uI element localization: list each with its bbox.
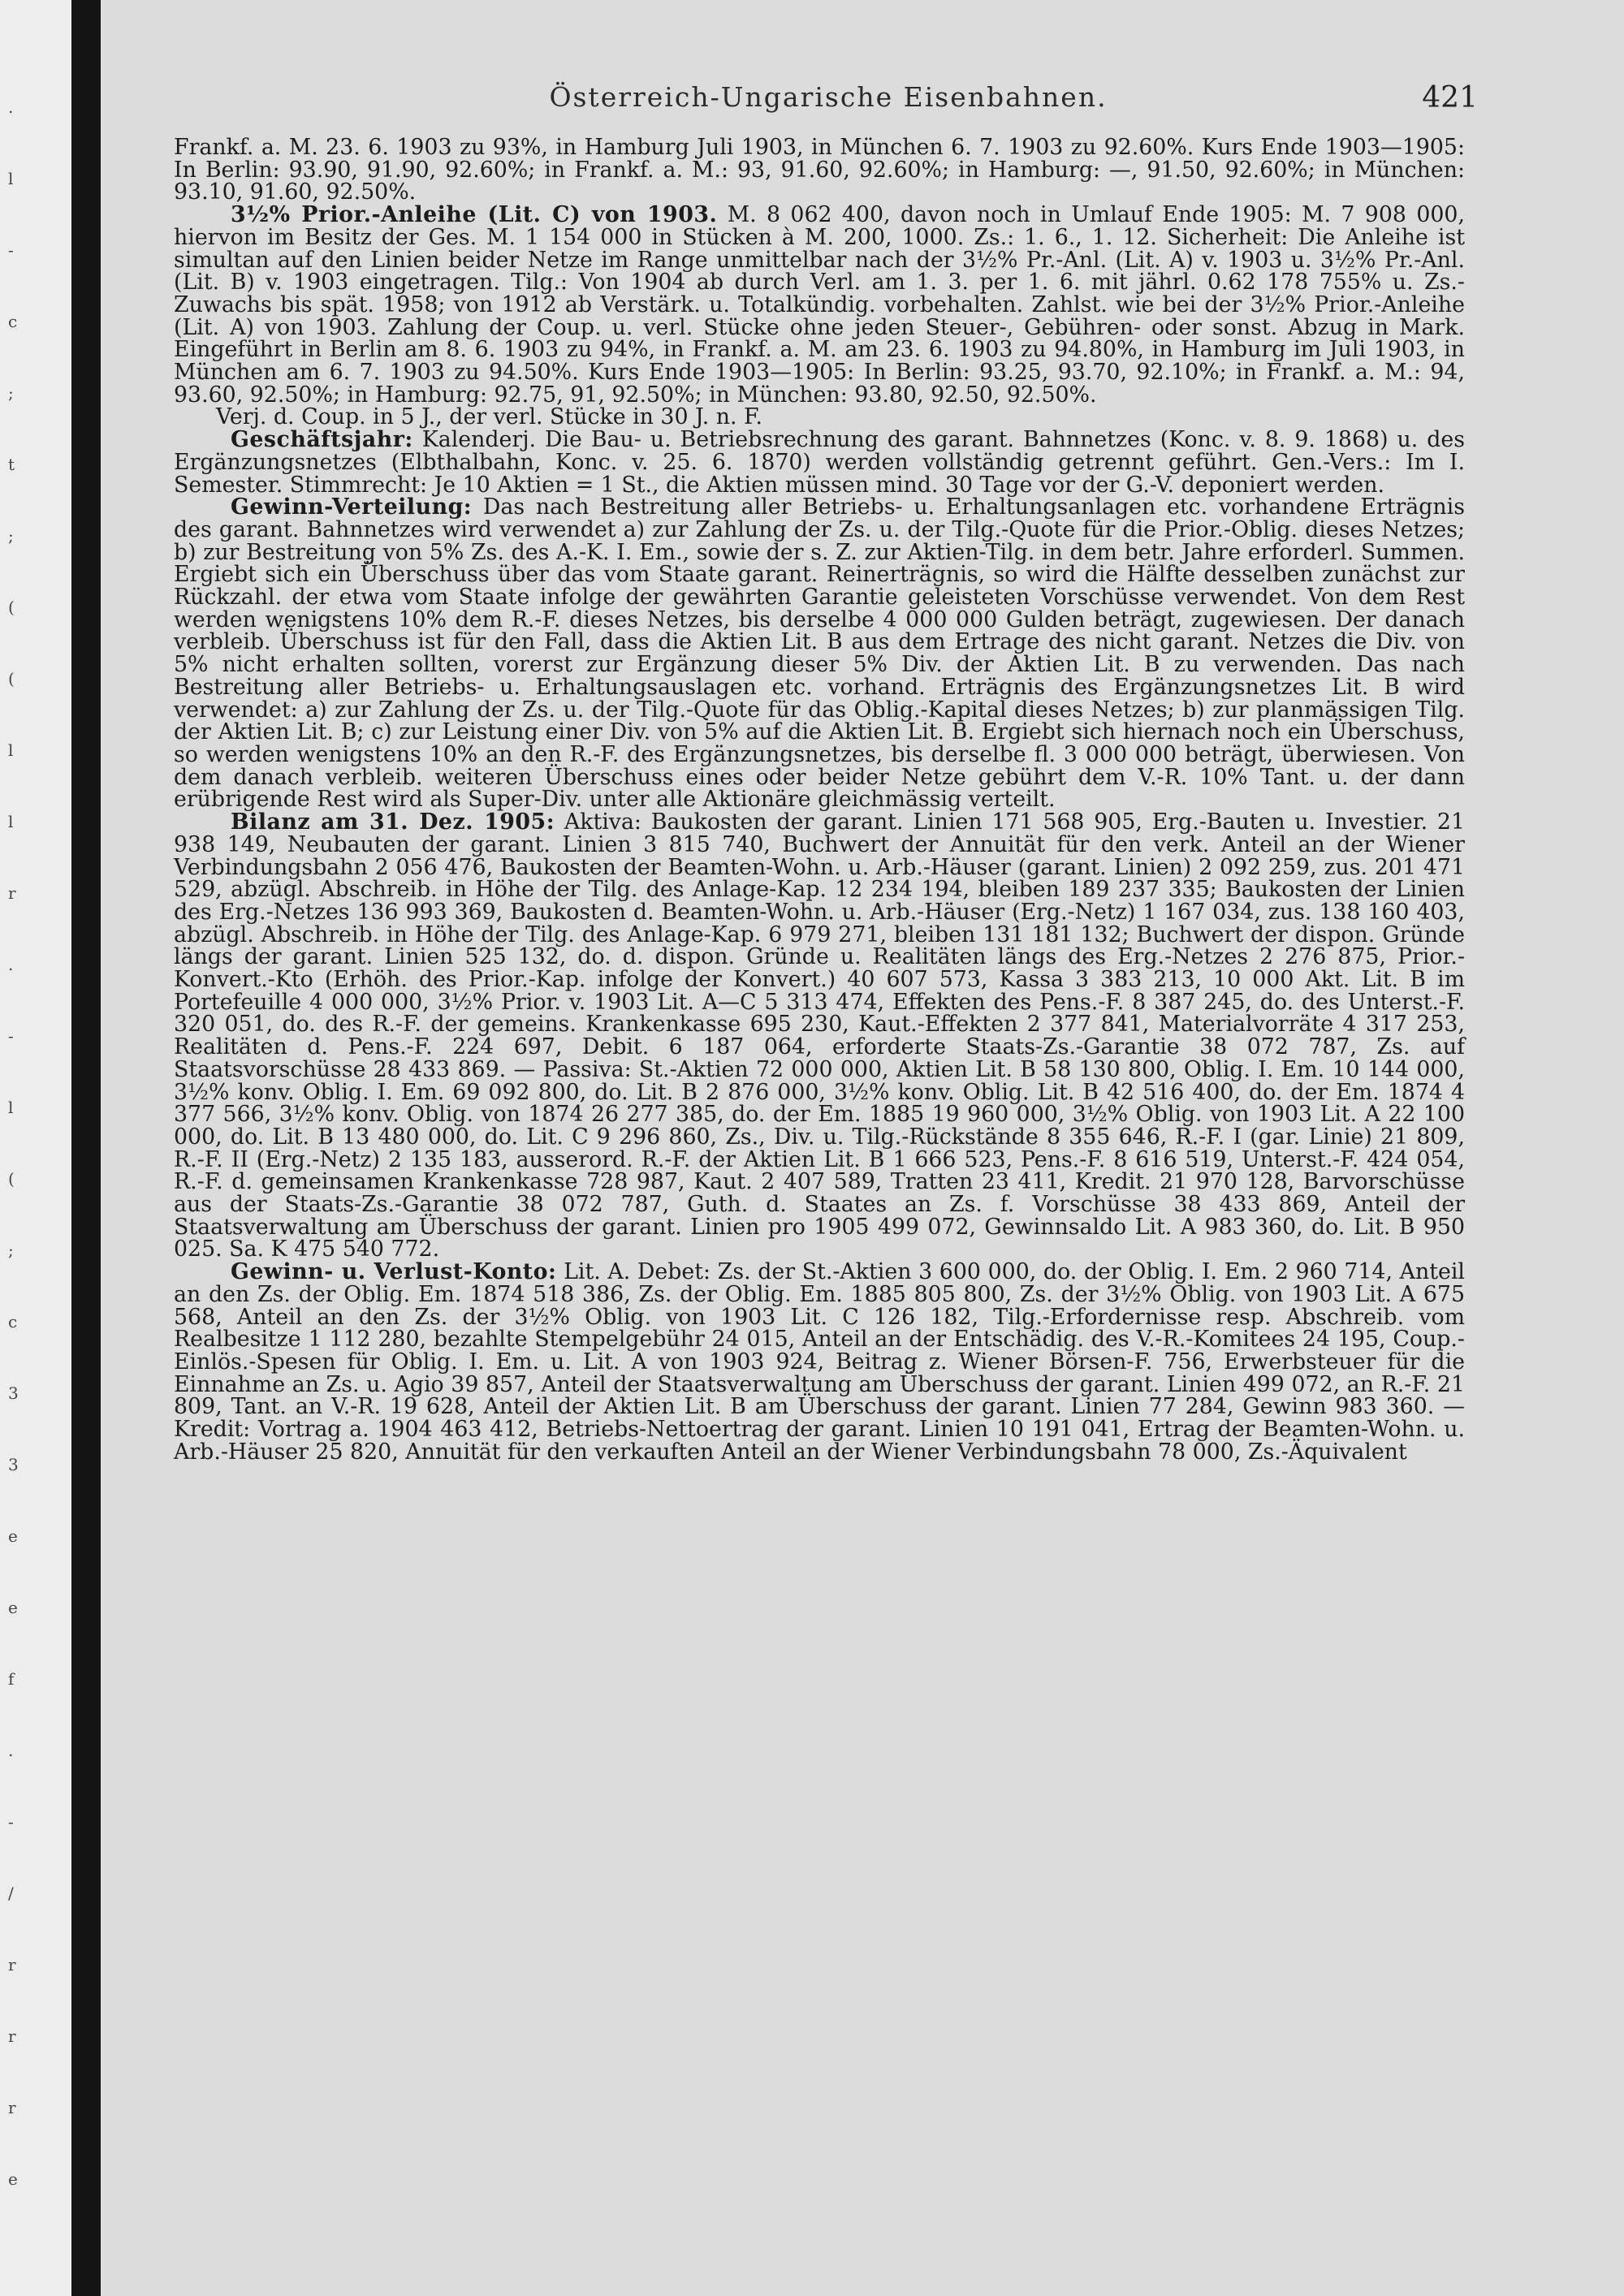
- margin-mark: (: [8, 669, 15, 688]
- margin-mark: l: [8, 740, 14, 760]
- paragraph-gewinn-verlust-konto: Gewinn- u. Verlust-Konto: Lit. A. Debet: Zs. der St.-Aktien 3 600 000, do. der Oblig. I. Em. 2 960 714, Anteil an den Zs. der Oblig. Em. 1874 518 386, Zs. der Oblig. Em. 1885 805 800, Zs. der 3½% Oblig. von 1903 Lit. A 675 568, Anteil an den Zs. der 3½% Oblig. von 1903 Lit. C 126 182, Tilg.-Erfordernisse resp. Abschreib. vom Realbesitze 1 112 280, bezahlte Stempelgebühr 24 015, Anteil an der Entschädig. des V.-R.-Komitees 24 195, Coup.-Einlös.-Spesen für Oblig. I. Em. u. Lit. A von 1903 924, Beitrag z. Wiener Börsen-F. 756, Erwerbsteuer für die Einnahme an Zs. u. Agio 39 857, Anteil der Staatsverwaltung am Überschuss der garant. Linien 499 072, an R.-F. 21 809, Tant. an V.-R. 19 628, Anteil der Aktien Lit. B am Überschuss der garant. Linien 77 284, Gewinn 983 360. — Kredit: Vortrag a. 1904 463 412, Betriebs-Nettoertrag der garant. Linien 10 191 041, Ertrag der Beamten-Wohn. u. Arb.-Häuser 25 820, Annuität für den verkauften Anteil an der Wiener Verbindungsbahn 78 000, Zs.-Äquivalent: [174, 1259, 1466, 1465]
- margin-mark: -: [8, 1812, 14, 1832]
- margin-mark: r: [8, 883, 16, 903]
- paragraph-heading: Gewinn-Verteilung:: [231, 494, 473, 520]
- page-header: [179, 81, 1478, 122]
- page-number: 421: [1422, 81, 1478, 114]
- margin-mark: 3: [8, 1383, 19, 1403]
- margin-mark: ;: [8, 1241, 14, 1260]
- margin-mark: l: [8, 169, 14, 188]
- margin-mark: r: [8, 2026, 16, 2046]
- margin-mark: e: [8, 1598, 18, 1617]
- margin-mark: e: [8, 1526, 18, 1546]
- margin-mark: (: [8, 1169, 15, 1189]
- margin-mark: -: [8, 240, 14, 260]
- paragraph-verjaehrung: Verj. d. Coup. in 5 J., der verl. Stücke in 30 J. n. F.: [216, 404, 762, 430]
- margin-mark: .: [8, 97, 14, 117]
- paragraph-kurs-continuation: Frankf. a. M. 23. 6. 1903 zu 93%, in Hamburg Juli 1903, in München 6. 7. 1903 zu 92.60%. Kurs Ende 1903—1905: In Berlin: 93.90, 91.90, 92.60%; in Frankf. a. M.: 93, 91.60, 92.60%; in Hamburg: —, 91.50, 92.60%; in München: 93.10, 91.60, 92.50%.: [174, 135, 1465, 205]
- margin-mark: l: [8, 812, 14, 831]
- paragraph-heading: Geschäftsjahr:: [231, 427, 413, 453]
- margin-mark: l: [8, 1098, 14, 1117]
- margin-mark: /: [8, 1884, 14, 1903]
- margin-mark: .: [8, 1741, 14, 1760]
- margin-mark: (: [8, 598, 15, 617]
- paragraph-prior-anleihe-lit-c: 3½% Prior.-Anleihe (Lit. C) von 1903. M. 8 062 400, davon noch in Umlauf Ende 1905: M. 7 908 000, hiervon im Besitz der Ges. M. 1 154 000 in Stücken à M. 200, 1000. Zs.: 1. 6., 1. 12. Sicherheit: Die Anleihe ist simultan auf den Linien beider Netze im Range unmittelbar nach der 3½% Pr.-Anl. (Lit. A) v. 1903 u. 3½% Pr.-Anl. (Lit. B) v. 1903 eingetragen. Tilg.: Von 1904 ab durch Verl. am 1. 3. per 1. 6. mit jährl. 0.62 178 755% u. Zs.-Zuwachs bis spät. 1958; von 1912 ab Verstärk. u. Totalkündig. vorbehalten. Zahlst. wie bei der 3½% Prior.-Anleihe (Lit. A) von 1903. Zahlung der Coup. u. verl. Stücke ohne jeden Steuer-, Gebühren- oder sonst. Abzug in Mark. Eingeführt in Berlin am 8. 6. 1903 zu 94%, in Frankf. a. M. am 23. 6. 1903 zu 94.80%, in Hamburg im Juli 1903, in München am 6. 7. 1903 zu 94.50%. Kurs Ende 1903—1905: In Berlin: 93.25, 93.70, 92.10%; in Frankf. a. M.: 94, 93.60, 92.50%; in Hamburg: 92.75, 91, 92.50%; in München: 93.80, 92.50, 92.50%.: [174, 202, 1465, 408]
- book-spine-shadow: [71, 0, 101, 2296]
- margin-mark: 3: [8, 1455, 19, 1474]
- margin-mark: c: [8, 1312, 18, 1331]
- margin-mark: e: [8, 2169, 18, 2189]
- margin-mark: ;: [8, 526, 14, 546]
- margin-mark: r: [8, 1955, 16, 1974]
- paragraph-geschaeftsjahr: Geschäftsjahr: Kalenderj. Die Bau- u. Betriebsrechnung des garant. Bahnnetzes (Konc. v. 8. 9. 1868) u. des Ergänzungsnetzes (Elbthalbahn, Konc. v. 25. 6. 1870) werden vollständig getrennt geführt. Gen.-Vers.: Im I. Semester. Stimmrecht: Je 10 Aktien = 1 St., die Aktien müssen mind. 30 Tage vor der G.-V. deponiert werden.: [174, 427, 1465, 498]
- paragraph-bilanz: Bilanz am 31. Dez. 1905: Aktiva: Baukosten der garant. Linien 171 568 905, Erg.-Bauten u. Investier. 21 938 149, Neubauten der garant. Linien 3 815 740, Buchwert der Annuität für den verk. Anteil an der Wiener Verbindungsbahn 2 056 476, Baukosten der Beamten-Wohn. u. Arb.-Häuser (garant. Linien) 2 092 259, zus. 201 471 529, abzügl. Abschreib. in Höhe der Tilg. des Anlage-Kap. 12 234 194, bleiben 189 237 335; Baukosten der Linien des Erg.-Netzes 136 993 369, Baukosten d. Beamten-Wohn. u. Arb.-Häuser (Erg.-Netz) 1 167 034, zus. 138 160 403, abzügl. Abschreib. in Höhe der Tilg. des Anlage-Kap. 6 979 271, bleiben 131 181 132; Buchwert der dispon. Gründe längs der garant. Linien 525 132, do. d. dispon. Gründe u. Realitäten längs des Erg.-Netzes 2 276 875, Prior.-Konvert.-Kto (Erhöh. des Prior.-Kap. infolge der Konvert.) 40 607 573, Kassa 3 383 213, 10 000 Akt. Lit. B im Portefeuille 4 000 000, 3½% Prior. v. 1903 Lit. A—C 5 313 474, Effekten des Pens.-F. 8 387 245, do. des Unterst.-F. 320 051, do. des R.-F. der gemeins. Krankenkasse 695 230, Kaut.-Effekten 2 377 841, Materialvorräte 4 317 253, Realitäten d. Pens.-F. 224 697, Debit. 6 187 064, erforderte Staats-Zs.-Garantie 38 072 787, Zs. auf Staatsvorschüsse 28 433 869. — Passiva: St.-Aktien 72 000 000, Aktien Lit. B 58 130 800, Oblig. I. Em. 10 144 000, 3½% konv. Oblig. I. Em. 69 092 800, do. Lit. B 2 876 000, 3½% konv. Oblig. Lit. B 42 516 400, do. der Em. 1874 4 377 566, 3½% konv. Oblig. von 1874 26 277 385, do. der Em. 1885 19 960 000, 3½% Oblig. von 1903 Lit. A 22 100 000, do. Lit. B 13 480 000, do. Lit. C 9 296 860, Zs., Div. u. Tilg.-Rückstände 8 355 646, R.-F. I (gar. Linie) 21 809, R.-F. II (Erg.-Netz) 2 135 183, ausserord. R.-F. der Aktien Lit. B 1 666 523, Pens.-F. 8 616 519, Unterst.-F. 424 054, R.-F. d. gemeinsamen Krankenkasse 728 987, Kaut. 2 407 589, Tratten 23 411, Kredit. 21 970 128, Barvorschüsse aus der Staats-Zs.-Garantie 38 072 787, Guth. d. Staates an Zs. f. Vorschüsse 38 433 869, Anteil der Staatsverwaltung am Überschuss der garant. Linien pro 1905 499 072, Gewinnsaldo Lit. A 983 360, do. Lit. B 950 025. Sa. K 475 540 772.: [174, 809, 1465, 1262]
- adjacent-page-margin-marks: [0, 0, 65, 2296]
- margin-mark: ;: [8, 383, 14, 403]
- paragraph-heading: Gewinn- u. Verlust-Konto:: [231, 1259, 557, 1285]
- margin-mark: -: [8, 1026, 14, 1046]
- margin-mark: .: [8, 955, 14, 974]
- adjacent-page-strip: [0, 0, 71, 2296]
- paragraph-heading: 3½% Prior.-Anleihe (Lit. C) von 1903.: [231, 202, 718, 228]
- paragraph-heading: Bilanz am 31. Dez. 1905:: [231, 809, 555, 835]
- body-text: [174, 136, 1465, 1463]
- running-head-title: Österreich-Ungarische Eisenbahnen.: [549, 81, 1108, 113]
- margin-mark: f: [8, 1669, 15, 1689]
- margin-mark: c: [8, 312, 18, 331]
- margin-mark: t: [8, 455, 15, 474]
- margin-mark: r: [8, 2098, 16, 2117]
- paragraph-gewinn-verteilung: Gewinn-Verteilung: Das nach Bestreitung aller Betriebs- u. Erhaltungsanlagen etc. vorhandene Erträgnis des garant. Bahnnetzes wird verwendet a) zur Zahlung der Zs. u. der Tilg.-Quote für die Prior.-Oblig. dieses Netzes; b) zur Bestreitung von 5% Zs. des A.-K. I. Em., sowie der s. Z. zur Aktien-Tilg. in dem betr. Jahre erforderl. Summen. Ergiebt sich ein Überschuss über das vom Staate garant. Reinerträgnis, so wird die Hälfte desselben zunächst zur Rückzahl. der etwa vom Staate infolge der gewährten Garantie geleisteten Vorschüsse verwendet. Von dem Rest werden wenigstens 10% dem R.-F. dieses Netzes, bis derselbe 4 000 000 Gulden beträgt, zugewiesen. Der danach verbleib. Überschuss ist für den Fall, dass die Aktien Lit. B aus dem Ertrage des nicht garant. Netzes die Div. von 5% nicht erhalten sollten, vorerst zur Ergänzung dieser 5% Div. der Aktien Lit. B zu verwenden. Das nach Bestreitung aller Betriebs- u. Erhaltungsauslagen etc. vorhand. Erträgnis des Ergänzungsnetzes Lit. B wird verwendet: a) zur Zahlung der Zs. u. der Tilg.-Quote für das Oblig.-Kapital dieses Netzes; b) zur planmässigen Tilg. der Aktien Lit. B; c) zur Leistung einer Div. von 5% auf die Aktien Lit. B. Ergiebt sich hiernach noch ein Überschuss, so werden wenigstens 10% an den R.-F. des Ergänzungsnetzes, bis derselbe fl. 3 000 000 beträgt, überwiesen. Von dem danach verbleib. weiteren Überschuss eines oder beider Netze gebührt dem V.-R. 10% Tant. u. der dann erübrigende Rest wird als Super-Div. unter alle Aktionäre gleichmässig verteilt.: [174, 494, 1465, 813]
